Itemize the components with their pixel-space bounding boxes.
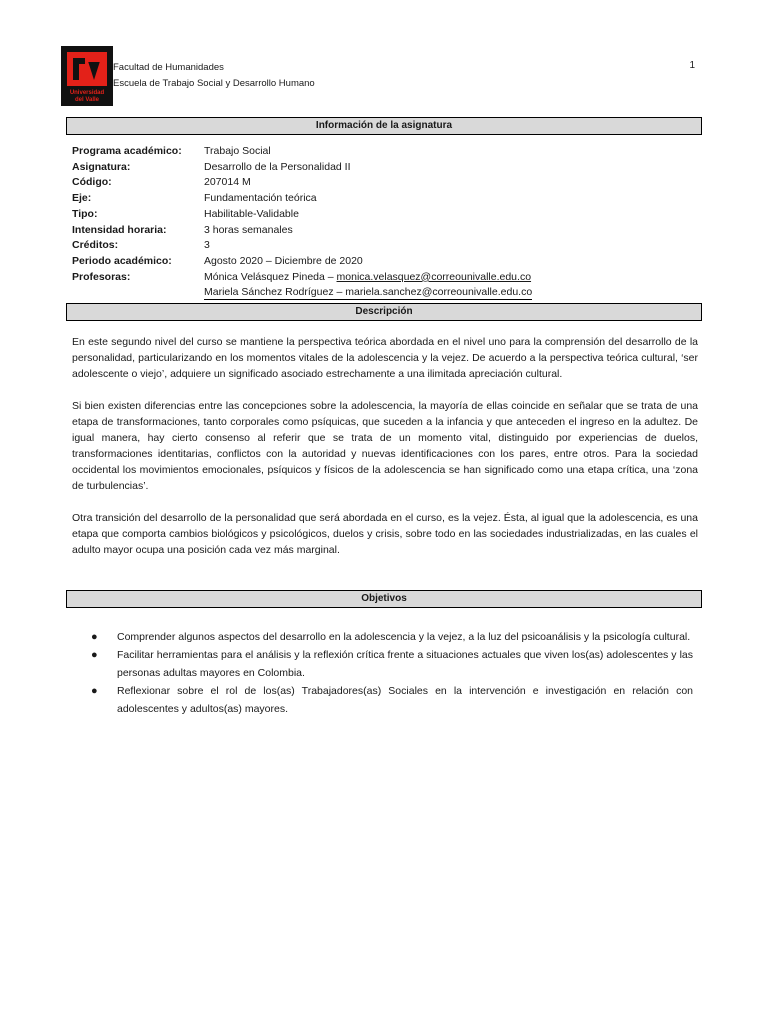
info-row <box>72 160 644 176</box>
info-label: Asignatura: <box>72 160 131 173</box>
professor-email-link[interactable]: mariela.sanchez@correounivalle.edu.co <box>345 286 533 299</box>
info-row-professors <box>72 270 644 301</box>
info-value: Trabajo Social <box>204 145 271 157</box>
professor-name: Mariela Sánchez Rodríguez – <box>204 286 346 299</box>
professor-line <box>204 270 644 286</box>
info-label: Tipo: <box>72 207 98 220</box>
objectives-list <box>89 628 693 718</box>
logo-text: Universidad del Valle <box>69 90 105 103</box>
list-item <box>89 682 693 718</box>
info-value: Agosto 2020 – Diciembre de 2020 <box>204 254 363 267</box>
info-row <box>72 144 644 160</box>
objective-text: Reflexionar sobre el rol de los(as) Trabajadores(as) Sociales en la intervención e investigación en relación con adolescentes y adultos(as) mayores. <box>117 685 693 715</box>
info-label: Intensidad horaria: <box>72 223 167 236</box>
description-paragraph: Otra transición del desarrollo de la personalidad que será abordada en el curso, es la vejez. Ésta, al igual que la adolescencia, es una etapa que comporta cambios biológicos y psicológicos, duelos y crisis, sobre todo en las sociedades industrializadas, en las cuales el adulto mayor ocupa una posición cada vez más marginal. <box>72 512 698 556</box>
objectives-heading: Objetivos <box>66 590 702 608</box>
objective-text: Facilitar herramientas para el análisis y la reflexión crítica frente a situaciones actuales que viven los(as) adolescentes y las personas adultas mayores en Colombia. <box>117 649 693 679</box>
info-row <box>72 223 644 239</box>
info-value: Habilitable-Validable <box>204 207 299 220</box>
info-label: Eje: <box>72 192 92 205</box>
bullet-icon: ● <box>91 631 98 643</box>
faculty-name: Facultad de Humanidades <box>113 62 224 73</box>
description-body <box>72 334 698 574</box>
description-paragraph: Si bien existen diferencias entre las concepciones sobre la adolescencia, la mayoría de ellas coincide en señalar que se trata de una etapa de transformaciones, tanto corporales como psíquicas, que suceden a la infancia y que anteceden el ingreso en la adultez. De igual manera, hay cierto consenso al referir que se trata de un momento vital, distinguido por experiencias de duelos, transformaciones identitarias, conflictos con la autoridad y nuevas identificaciones con los pares, entre otros. Para la sociedad occidental los movimientos emocionales, psíquicos y físicos de la adolescencia se han significado como una etapa crítica, una ‘zona de turbulencias’. <box>72 400 698 492</box>
info-row <box>72 207 644 223</box>
info-row <box>72 175 644 191</box>
info-row <box>72 238 644 254</box>
course-info-heading: Información de la asignatura <box>66 117 702 135</box>
professor-line <box>204 285 532 300</box>
info-value: 3 <box>204 239 210 252</box>
objective-text: Comprender algunos aspectos del desarrollo en la adolescencia y la vejez, a la luz del psicoanálisis y la psicología cultural. <box>117 631 691 643</box>
bullet-icon: ● <box>91 649 98 661</box>
info-label: Periodo académico: <box>72 254 172 267</box>
professor-name: Mónica Velásquez Pineda – <box>204 270 337 283</box>
page-number: 1 <box>689 60 695 71</box>
info-label: Código: <box>72 176 112 189</box>
professors-label: Profesoras: <box>72 270 131 283</box>
course-info-table <box>72 144 644 301</box>
info-value: 207014 M <box>204 176 251 189</box>
info-label: Créditos: <box>72 239 119 252</box>
crest-icon <box>65 50 109 88</box>
info-value: Fundamentación teórica <box>204 192 317 205</box>
info-value: 3 horas semanales <box>204 223 293 236</box>
header-lines <box>113 60 315 92</box>
list-item <box>89 646 693 682</box>
description-paragraph: En este segundo nivel del curso se mantiene la perspectiva teórica abordada en el nivel uno para la comprensión del desarrollo de la personalidad, particularizando en los momentos vitales de la adolescencia y la vejez. De acuerdo a la perspectiva teórica cultural, ‘ser adolescente o viejo’, adquiere un significado asociado estrechamente a una ilimitada apreciación cultural. <box>72 336 698 380</box>
school-name: Escuela de Trabajo Social y Desarrollo Humano <box>113 78 315 89</box>
bullet-icon: ● <box>91 685 98 697</box>
university-logo <box>61 46 113 106</box>
professors-list <box>204 270 644 301</box>
info-row <box>72 254 644 270</box>
description-heading: Descripción <box>66 303 702 321</box>
list-item <box>89 628 693 646</box>
info-label: Programa académico: <box>72 145 182 157</box>
professor-email-link[interactable]: monica.velasquez@correounivalle.edu.co <box>336 270 532 283</box>
info-value: Desarrollo de la Personalidad II <box>204 160 351 173</box>
info-row <box>72 191 644 207</box>
